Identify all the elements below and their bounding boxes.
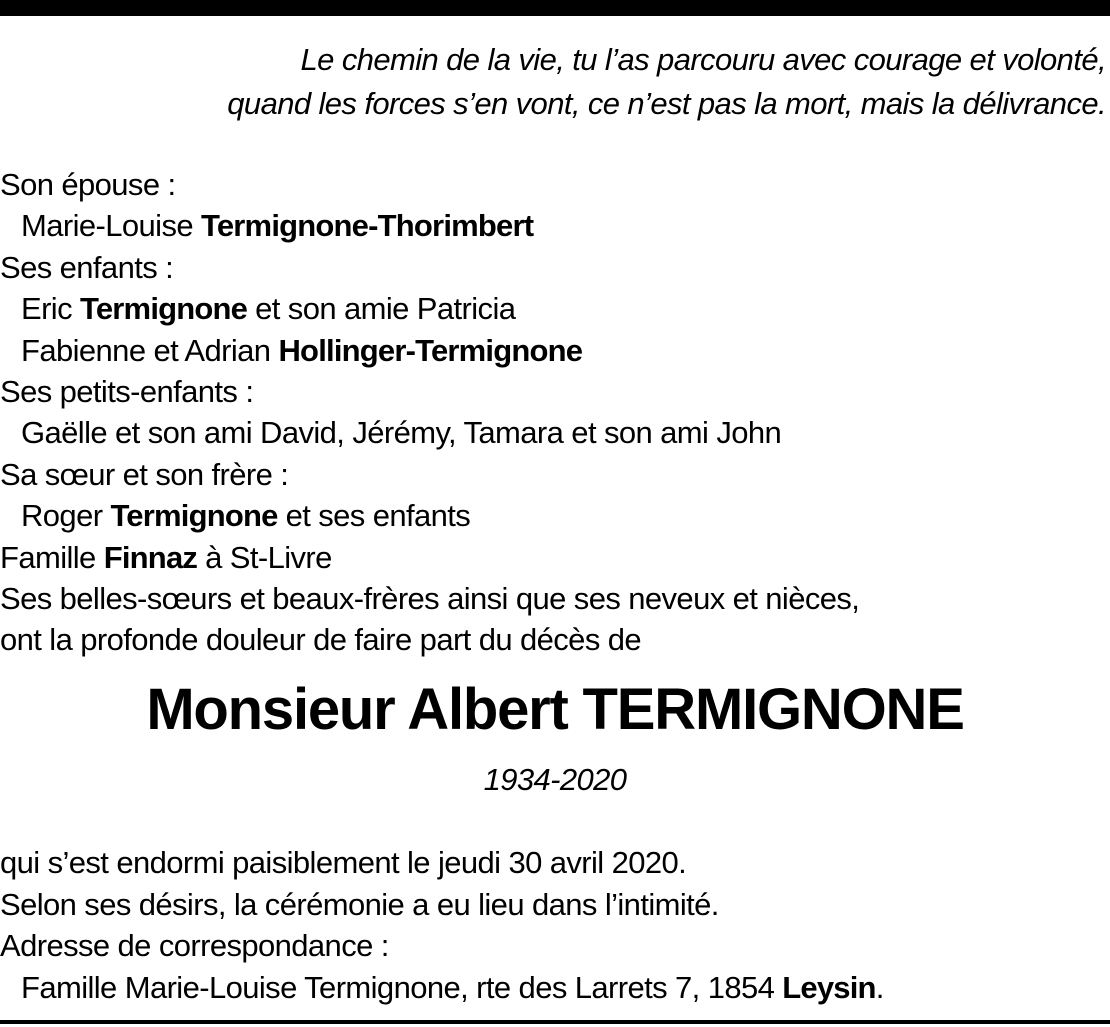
closing-line-1: qui s’est endormi paisiblement le jeudi 30 avril 2020. xyxy=(0,845,687,880)
child1-last-name: Termignone xyxy=(80,291,248,327)
address-line xyxy=(0,967,1100,1009)
child2-first-names: Fabienne et Adrian xyxy=(21,332,279,368)
address-text: Famille Marie-Louise Termignone, rte des Larrets 7, 1854 xyxy=(21,969,783,1005)
quote-line-1: Le chemin de la vie, tu l’as parcouru avec courage et volonté, xyxy=(300,42,1106,77)
sibling-rest: et ses enfants xyxy=(277,498,471,534)
famille-rest: à St-Livre xyxy=(197,539,332,575)
sibling-first-name: Roger xyxy=(21,498,111,534)
famille-prefix: Famille xyxy=(0,539,104,575)
sibling-entry xyxy=(0,495,1100,536)
epitaph-quote xyxy=(6,38,1106,126)
closing-line-2: Selon ses désirs, la cérémonie a eu lieu dans l’intimité. xyxy=(0,886,719,922)
spouse-entry xyxy=(0,205,1100,246)
deceased-name: Monsieur Albert TERMIGNONE xyxy=(146,677,964,742)
child1-first-name: Eric xyxy=(21,291,81,327)
spouse-last-name: Termignone-Thorimbert xyxy=(201,208,534,244)
announcement-line: ont la profonde douleur de faire part du décès de xyxy=(0,622,642,658)
siblings-heading: Sa sœur et son frère : xyxy=(0,456,289,492)
child-entry-1 xyxy=(0,288,1100,329)
child2-last-name: Hollinger-Termignone xyxy=(278,332,583,368)
child-entry-2 xyxy=(0,330,1100,371)
famille-name: Finnaz xyxy=(103,539,198,575)
children-heading: Ses enfants : xyxy=(0,249,174,285)
inlaws-line: Ses belles-sœurs et beaux-frères ainsi que ses neveux et nièces, xyxy=(0,581,860,617)
top-border-rule xyxy=(0,0,1110,16)
address-town: Leysin xyxy=(782,969,876,1005)
sibling-last-name: Termignone xyxy=(110,498,278,534)
address-heading: Adresse de correspondance : xyxy=(0,928,389,963)
famille-entry xyxy=(0,537,1100,578)
family-list xyxy=(0,164,1100,661)
spouse-first-name: Marie-Louise xyxy=(21,208,202,244)
spouse-heading: Son épouse : xyxy=(0,167,176,202)
closing-text xyxy=(0,842,1100,1008)
deceased-years: 1934-2020 xyxy=(483,762,627,797)
address-end: . xyxy=(875,969,884,1005)
quote-line-2: quand les forces s’en vont, ce n’est pas la mort, mais la délivrance. xyxy=(227,86,1106,121)
grandchildren-names: Gaëlle et son ami David, Jérémy, Tamara et son ami John xyxy=(21,415,782,451)
child1-rest: et son amie Patricia xyxy=(247,291,516,327)
bottom-border-rule xyxy=(0,1020,1110,1024)
grandchildren-heading: Ses petits-enfants : xyxy=(0,374,254,410)
